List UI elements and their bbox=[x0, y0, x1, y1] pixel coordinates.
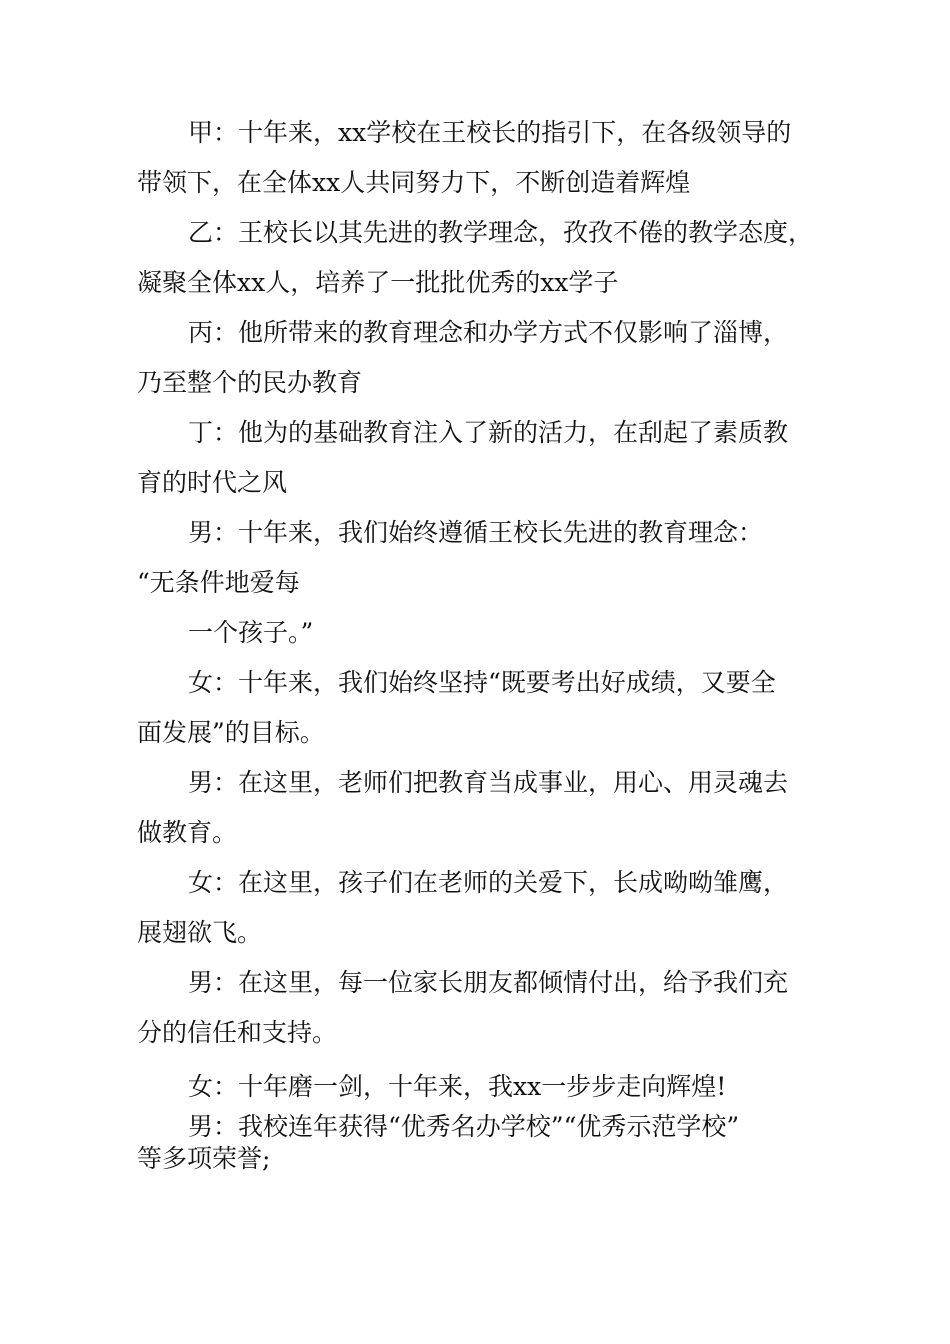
text-line: 女：十年磨一剑，十年来，我xx一步步走向辉煌! bbox=[188, 1072, 727, 1101]
text-line: 甲：十年来，xx学校在王校长的指引下，在各级领导的 bbox=[188, 118, 792, 147]
text-line: 男：在这里，每一位家长朋友都倾情付出，给予我们充 bbox=[188, 968, 789, 997]
text-line: 育的时代之风 bbox=[137, 468, 288, 497]
text-line: 男：在这里，老师们把教育当成事业，用心、用灵魂去 bbox=[188, 768, 789, 797]
text-line: 展翅欲飞。 bbox=[137, 918, 263, 947]
text-line: 凝聚全体xx人，培养了一批批优秀的xx学子 bbox=[137, 268, 619, 297]
text-line: 男：我校连年获得“优秀名办学校”“优秀示范学校” bbox=[188, 1112, 740, 1141]
text-line: 女：十年来，我们始终坚持“既要考出好成绩，又要全 bbox=[188, 668, 776, 697]
text-line: 面发展”的目标。 bbox=[137, 718, 325, 747]
text-line: 女：在这里，孩子们在老师的关爱下，长成呦呦雏鹰， bbox=[188, 868, 789, 897]
text-line: 带领下，在全体xx人共同努力下，不断创造着辉煌 bbox=[137, 168, 691, 197]
text-line: 做教育。 bbox=[137, 818, 238, 847]
text-line: 乙：王校长以其先进的教学理念，孜孜不倦的教学态度， bbox=[188, 218, 814, 247]
text-line: 分的信任和支持。 bbox=[137, 1018, 338, 1047]
text-line: 丙：他所带来的教育理念和办学方式不仅影响了淄博， bbox=[188, 318, 789, 347]
text-line: 一个孩子。” bbox=[188, 618, 314, 647]
text-line: 男：十年来，我们始终遵循王校长先进的教育理念： bbox=[188, 518, 764, 547]
text-line: 等多项荣誉; bbox=[137, 1144, 271, 1173]
text-line: 乃至整个的民办教育 bbox=[137, 368, 363, 397]
text-line: “无条件地爱每 bbox=[137, 568, 300, 597]
text-line: 丁：他为的基础教育注入了新的活力，在刮起了素质教 bbox=[188, 418, 789, 447]
